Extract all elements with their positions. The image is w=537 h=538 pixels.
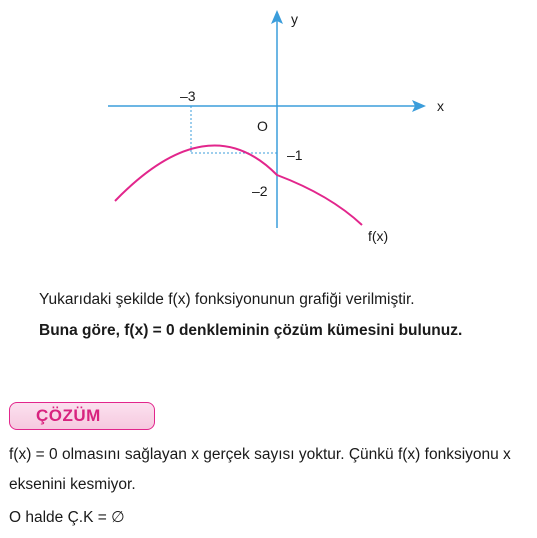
solution-badge xyxy=(9,402,155,430)
x-tick-label: –3 xyxy=(180,88,196,104)
x-axis-label: x xyxy=(437,98,444,114)
function-graph xyxy=(0,0,537,260)
problem-statement: Yukarıdaki şekilde f(x) fonksiyonunun grafiği verilmiştir. xyxy=(39,291,415,308)
y-tick-label-minus-1: –1 xyxy=(287,147,303,163)
solution-text: f(x) = 0 olmasını sağlayan x gerçek sayısı yoktur. Çünkü f(x) fonksiyonu x eksenini kesmiyor. xyxy=(9,446,511,493)
solution-result: O halde Ç.K = ∅ xyxy=(9,509,125,526)
y-tick-label-minus-2: –2 xyxy=(252,183,268,199)
y-axis-label: y xyxy=(291,11,298,27)
curve-label: f(x) xyxy=(368,228,389,244)
origin-label: O xyxy=(257,118,268,134)
function-curve xyxy=(115,145,362,225)
solution-badge-label: ÇÖZÜM xyxy=(36,406,101,425)
problem-question: Buna göre, f(x) = 0 denkleminin çözüm kümesini bulunuz. xyxy=(39,322,463,339)
